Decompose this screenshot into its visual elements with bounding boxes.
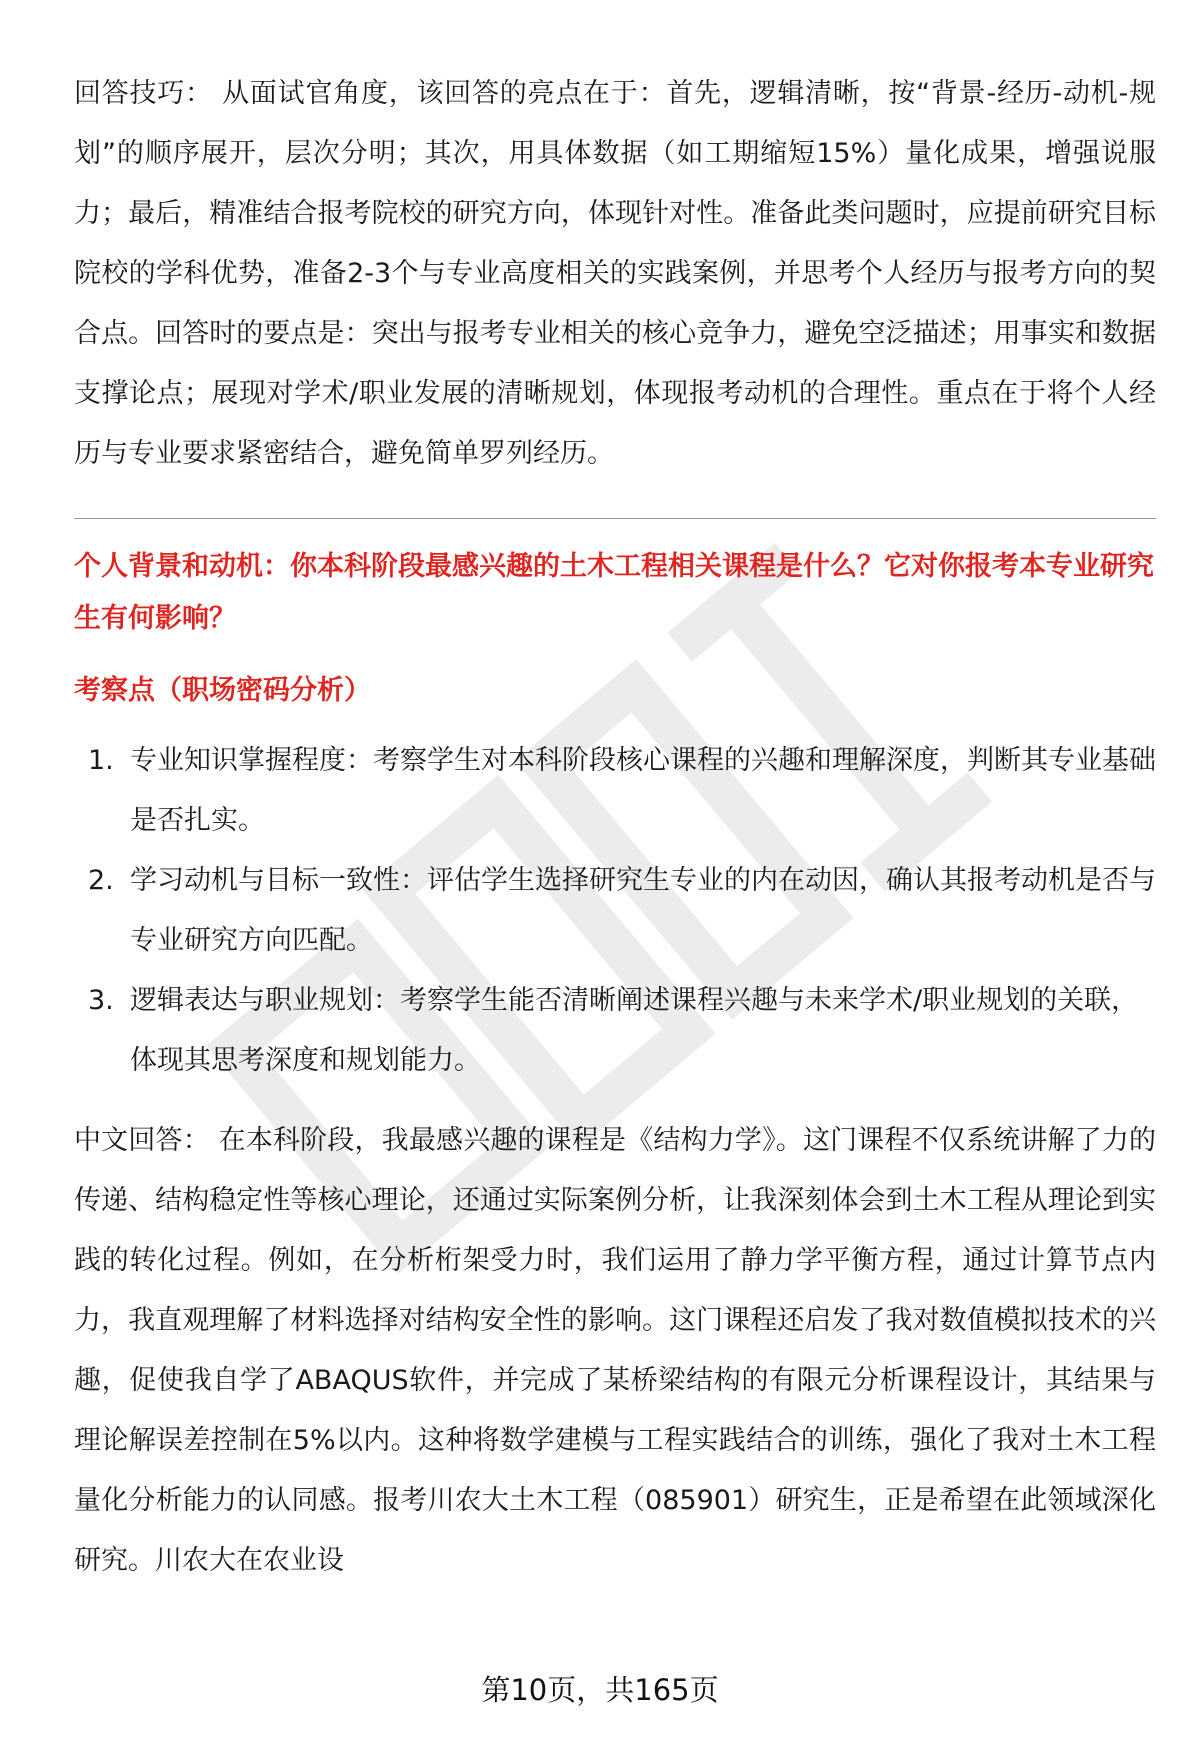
assessment-point-text: 逻辑表达与职业规划：考察学生能否清晰阐述课程兴趣与未来学术/职业规划的关联，体现其思考深度和规划能力。	[130, 985, 1139, 1076]
assessment-point-number: 2.	[88, 865, 114, 896]
assessment-points-list	[74, 731, 1156, 1091]
assessment-point	[74, 971, 1156, 1091]
assessment-point-text: 专业知识掌握程度：考察学生对本科阶段核心课程的兴趣和理解深度，判断其专业基础是否扎实。	[130, 745, 1156, 836]
section-divider	[74, 518, 1156, 519]
assessment-point-number: 3.	[88, 985, 114, 1016]
assessment-heading: 考察点（职场密码分析）	[74, 675, 371, 706]
page-content	[74, 64, 1156, 1591]
answer-tip-label: 回答技巧：	[74, 78, 213, 109]
question-heading: 个人背景和动机：你本科阶段最感兴趣的土木工程相关课程是什么？它对你报考本专业研究生有何影响？	[74, 551, 1154, 634]
answer-tip-paragraph	[74, 64, 1156, 484]
chinese-answer-paragraph	[74, 1111, 1156, 1591]
answer-tip-text: 从面试官角度，该回答的亮点在于：首先，逻辑清晰，按“背景-经历-动机-规划”的顺序展开，层次分明；其次，用具体数据（如工期缩短15%）量化成果，增强说服力；最后，精准结合报考院校的研究方向，体现针对性。准备此类问题时，应提前研究目标院校的学科优势，准备2-3个与专业高度相关的实践案例，并思考个人经历与报考方向的契合点。回答时的要点是：突出与报考专业相关的核心竞争力，避免空泛描述；用事实和数据支撑论点；展现对学术/职业发展的清晰规划，体现报考动机的合理性。重点在于将个人经历与专业要求紧密结合，避免简单罗列经历。	[74, 78, 1156, 469]
chinese-answer-text: 在本科阶段，我最感兴趣的课程是《结构力学》。这门课程不仅系统讲解了力的传递、结构稳定性等核心理论，还通过实际案例分析，让我深刻体会到土木工程从理论到实践的转化过程。例如，在分析桁架受力时，我们运用了静力学平衡方程，通过计算节点内力，我直观理解了材料选择对结构安全性的影响。这门课程还启发了我对数值模拟技术的兴趣，促使我自学了ABAQUS软件，并完成了某桥梁结构的有限元分析课程设计，其结果与理论解误差控制在5%以内。这种将数学建模与工程实践结合的训练，强化了我对土木工程量化分析能力的认同感。报考川农大土木工程（085901）研究生，正是希望在此领域深化研究。川农大在农业设	[74, 1125, 1157, 1576]
page-footer: 第10页，共165页	[481, 1673, 719, 1707]
assessment-point	[74, 851, 1156, 971]
assessment-point-number: 1.	[88, 745, 114, 776]
chinese-answer-label: 中文回答：	[74, 1125, 210, 1156]
assessment-point-text: 学习动机与目标一致性：评估学生选择研究生专业的内在动因，确认其报考动机是否与专业研究方向匹配。	[130, 865, 1156, 956]
assessment-point	[74, 731, 1156, 851]
